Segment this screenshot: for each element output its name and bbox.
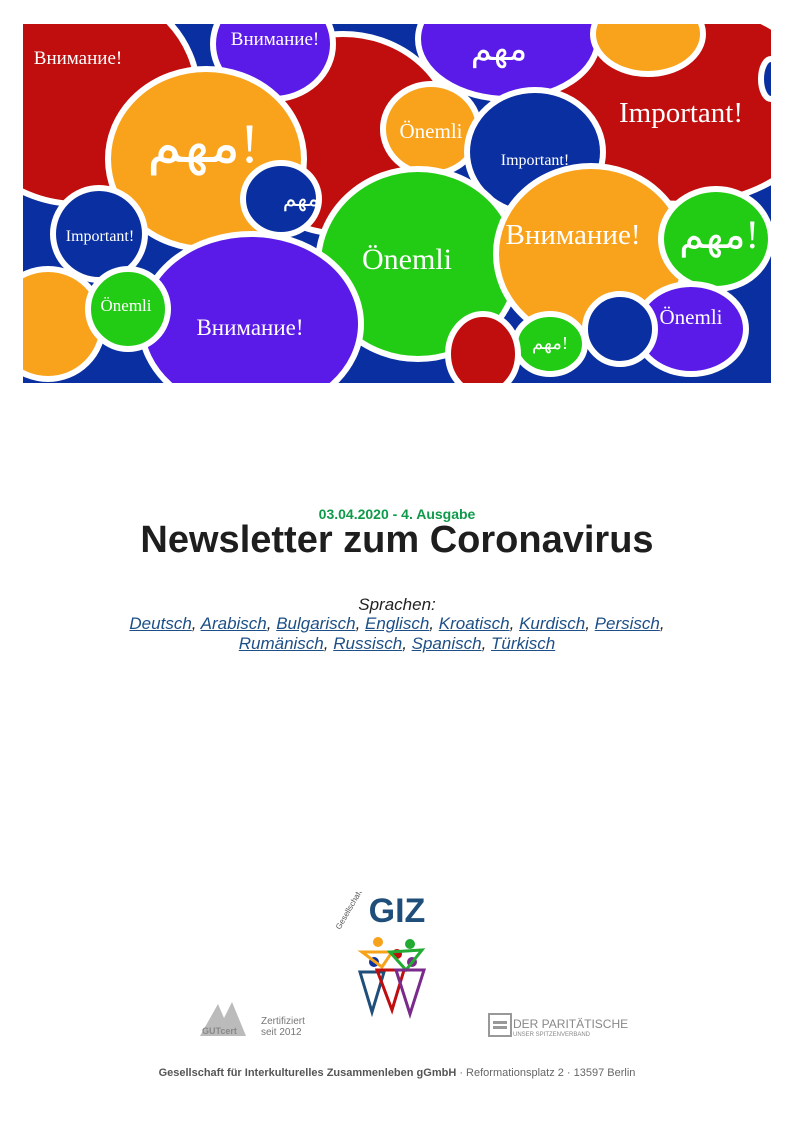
bubble-text: Important! (500, 152, 570, 169)
paritaetische-logo (488, 1013, 638, 1039)
bubble-text: Important! (65, 228, 135, 245)
language-link-kurdisch[interactable]: Kurdisch (519, 614, 586, 633)
gutcert-text: GUTcert (202, 1026, 237, 1036)
bubble-text: Внимание! (505, 219, 641, 251)
bubble-text: Внимание! (33, 48, 123, 69)
bubble-text: Important! (618, 97, 744, 129)
language-link-englisch[interactable]: Englisch (365, 614, 430, 633)
language-link-kroatisch[interactable]: Kroatisch (438, 614, 510, 633)
giz-logo (322, 892, 472, 1052)
footer-address: · Reformationsplatz 2 · 13597 Berlin (456, 1067, 636, 1079)
language-links: Deutsch, Arabisch, Bulgarisch, Englisch, Kroatisch, Kurdisch, Persisch, Rumänisch, Russisch, Spanisch, Türkisch (129, 614, 665, 653)
bubble-text: Önemli (362, 243, 452, 276)
footer (0, 1067, 794, 1079)
bubble-text: مهم (470, 31, 528, 68)
language-link-spanisch[interactable]: Spanisch (411, 634, 482, 653)
bubble-text: مهم! (532, 333, 568, 353)
bubble-text: Önemli (399, 119, 463, 143)
paritaetische-name: DER PARITÄTISCHE (513, 1017, 629, 1031)
giz-short-text: GIZ (368, 892, 426, 930)
bubble-text: Внимание! (230, 29, 320, 50)
paritaetische-sub: UNSER SPITZENVERBAND (513, 1032, 591, 1038)
bubble-text: Внимание! (196, 315, 304, 340)
date-edition: 03.04.2020 - 4. Ausgabe (318, 506, 476, 522)
language-link-arabisch[interactable]: Arabisch (200, 614, 267, 633)
bubble-text: مهم! (147, 113, 259, 175)
cert-line-1: Zertifiziert (261, 1016, 305, 1027)
language-link-russisch[interactable]: Russisch (333, 634, 403, 653)
bubble-text: Önemli (659, 305, 723, 329)
language-link-persisch[interactable]: Persisch (594, 614, 660, 633)
footer-org: Gesellschaft für Interkulturelles Zusammenleben gGmbH (158, 1067, 457, 1079)
language-link-rumaenisch[interactable]: Rumänisch (238, 634, 324, 653)
bubble-text: مهم! (679, 212, 759, 257)
cert-line-2: seit 2012 (261, 1027, 302, 1038)
hero-banner-image (23, 24, 771, 383)
certification-text (261, 1016, 305, 1038)
page-title: Newsletter zum Coronavirus (140, 519, 654, 561)
bubble-text: Önemli (100, 296, 152, 315)
languages-label: Sprachen: (358, 595, 436, 614)
bubble-text: مهم (282, 186, 320, 211)
language-link-deutsch[interactable]: Deutsch (129, 614, 192, 633)
language-link-bulgarisch[interactable]: Bulgarisch (276, 614, 356, 633)
language-link-tuerkisch[interactable]: Türkisch (491, 634, 556, 653)
